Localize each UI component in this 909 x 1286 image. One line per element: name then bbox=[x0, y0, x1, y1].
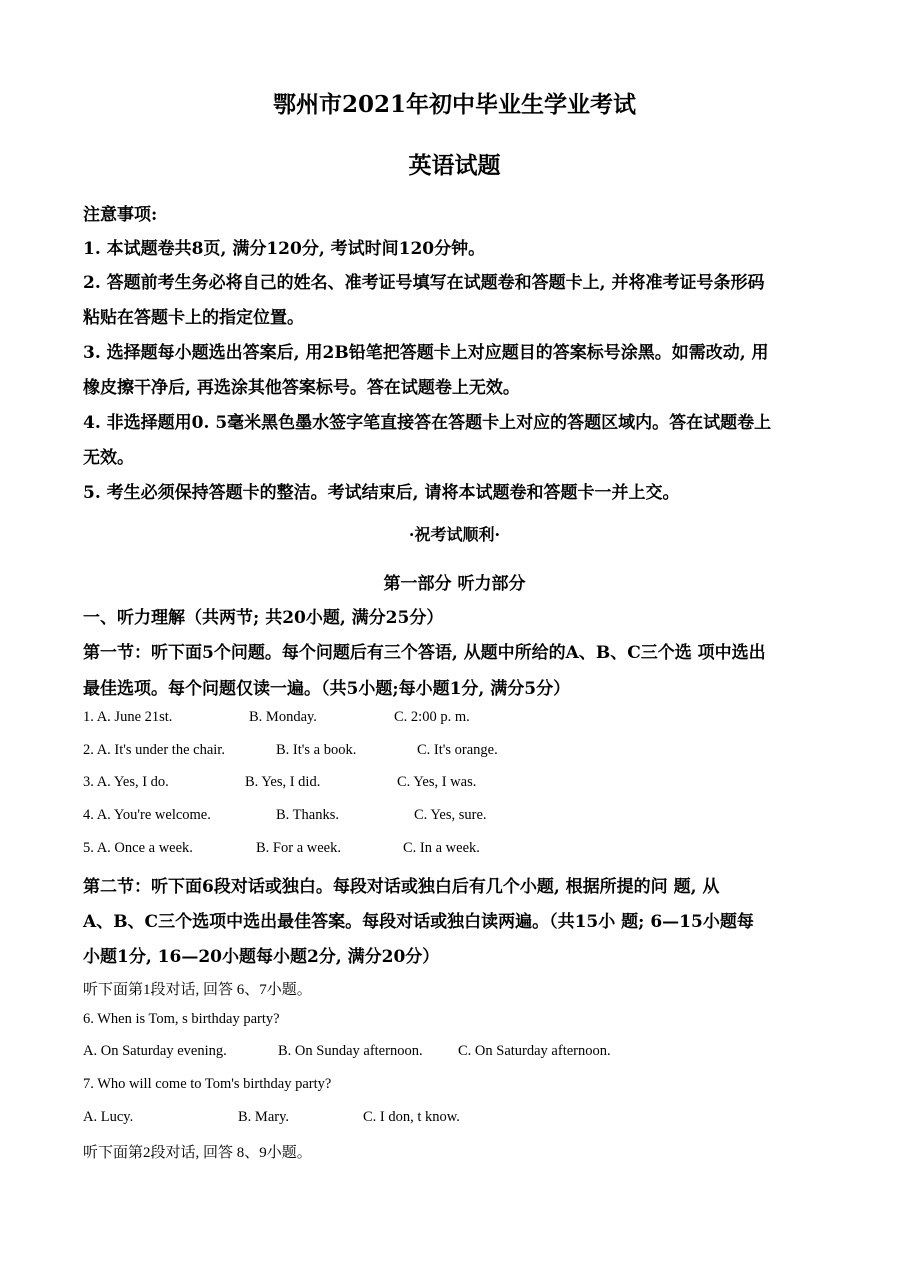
option-b: B. Thanks. bbox=[276, 807, 339, 823]
section2-instruction: A、B、C三个选项中选出最佳答案。每段对话或独白读两遍。（共15小 题; 6—15小题每 bbox=[83, 912, 754, 932]
option-b: B. On Sunday afternoon. bbox=[278, 1043, 423, 1059]
notice-line: 4. 非选择题用0. 5毫米黑色墨水签字笔直接答在答题卡上对应的答题区域内。答在试题卷上 bbox=[83, 413, 772, 433]
exam-subtitle: 英语试题 bbox=[408, 152, 501, 179]
question-row bbox=[83, 807, 883, 827]
option-a: A. Lucy. bbox=[83, 1109, 134, 1125]
option-c: C. I don, t know. bbox=[363, 1109, 460, 1125]
blessing: ·祝考试顺利· bbox=[408, 525, 501, 544]
question-row bbox=[83, 709, 883, 729]
section1-title: 一、听力理解（共两节; 共20小题, 满分25分） bbox=[83, 608, 444, 628]
part-title: 第一部分 听力部分 bbox=[383, 574, 526, 594]
option-c: C. In a week. bbox=[403, 840, 480, 856]
option-b: B. Mary. bbox=[238, 1109, 290, 1125]
question-row bbox=[83, 742, 883, 762]
exam-title: 鄂州市2021年初中毕业生学业考试 bbox=[272, 91, 636, 118]
option-b: B. Monday. bbox=[249, 709, 317, 725]
option-b: B. It's a book. bbox=[276, 742, 357, 758]
dialog-intro: 听下面第1段对话, 回答 6、7小题。 bbox=[83, 982, 312, 998]
option-c: C. 2:00 p. m. bbox=[394, 709, 470, 725]
option-b: B. For a week. bbox=[256, 840, 341, 856]
option-a: 2. A. It's under the chair. bbox=[83, 742, 225, 758]
question-stem: 7. Who will come to Tom's birthday party? bbox=[83, 1076, 332, 1092]
dialog-intro: 听下面第2段对话, 回答 8、9小题。 bbox=[83, 1145, 312, 1161]
option-a: 3. A. Yes, I do. bbox=[83, 774, 169, 790]
notice-line: 5. 考生必须保持答题卡的整洁。考试结束后, 请将本试题卷和答题卡一并上交。 bbox=[83, 483, 680, 503]
notice-line: 无效。 bbox=[83, 448, 134, 468]
notice-line: 1. 本试题卷共8页, 满分120分, 考试时间120分钟。 bbox=[83, 239, 486, 259]
notice-line: 橡皮擦干净后, 再选涂其他答案标号。答在试题卷上无效。 bbox=[83, 378, 520, 398]
question-row bbox=[83, 774, 883, 794]
question-row bbox=[83, 840, 883, 860]
option-a: 5. A. Once a week. bbox=[83, 840, 193, 856]
option-c: C. Yes, I was. bbox=[397, 774, 477, 790]
question-row bbox=[83, 1109, 883, 1129]
notice-line: 3. 选择题每小题选出答案后, 用2B铅笔把答题卡上对应题目的答案标号涂黑。如需改动, 用 bbox=[83, 343, 769, 363]
option-a: 4. A. You're welcome. bbox=[83, 807, 211, 823]
notice-line: 2. 答题前考生务必将自己的姓名、准考证号填写在试题卷和答题卡上, 并将准考证号条形码 bbox=[83, 273, 765, 293]
notice-heading: 注意事项: bbox=[83, 205, 158, 225]
option-a: 1. A. June 21st. bbox=[83, 709, 173, 725]
option-c: C. It's orange. bbox=[417, 742, 498, 758]
section1-instruction: 第一节：听下面5个问题。每个问题后有三个答语, 从题中所给的A、B、C三个选 项中选出 bbox=[83, 643, 766, 663]
option-b: B. Yes, I did. bbox=[245, 774, 321, 790]
section2-instruction: 小题1分, 16—20小题每小题2分, 满分20分） bbox=[83, 947, 440, 967]
section1-instruction: 最佳选项。每个问题仅读一遍。（共5小题;每小题1分, 满分5分） bbox=[83, 679, 571, 699]
option-a: A. On Saturday evening. bbox=[83, 1043, 227, 1059]
notice-line: 粘贴在答题卡上的指定位置。 bbox=[83, 308, 304, 328]
question-row bbox=[83, 1043, 883, 1063]
option-c: C. On Saturday afternoon. bbox=[458, 1043, 611, 1059]
section2-instruction: 第二节：听下面6段对话或独白。每段对话或独白后有几个小题, 根据所提的问 题, 从 bbox=[83, 877, 720, 897]
question-stem: 6. When is Tom, s birthday party? bbox=[83, 1011, 280, 1027]
option-c: C. Yes, sure. bbox=[414, 807, 487, 823]
